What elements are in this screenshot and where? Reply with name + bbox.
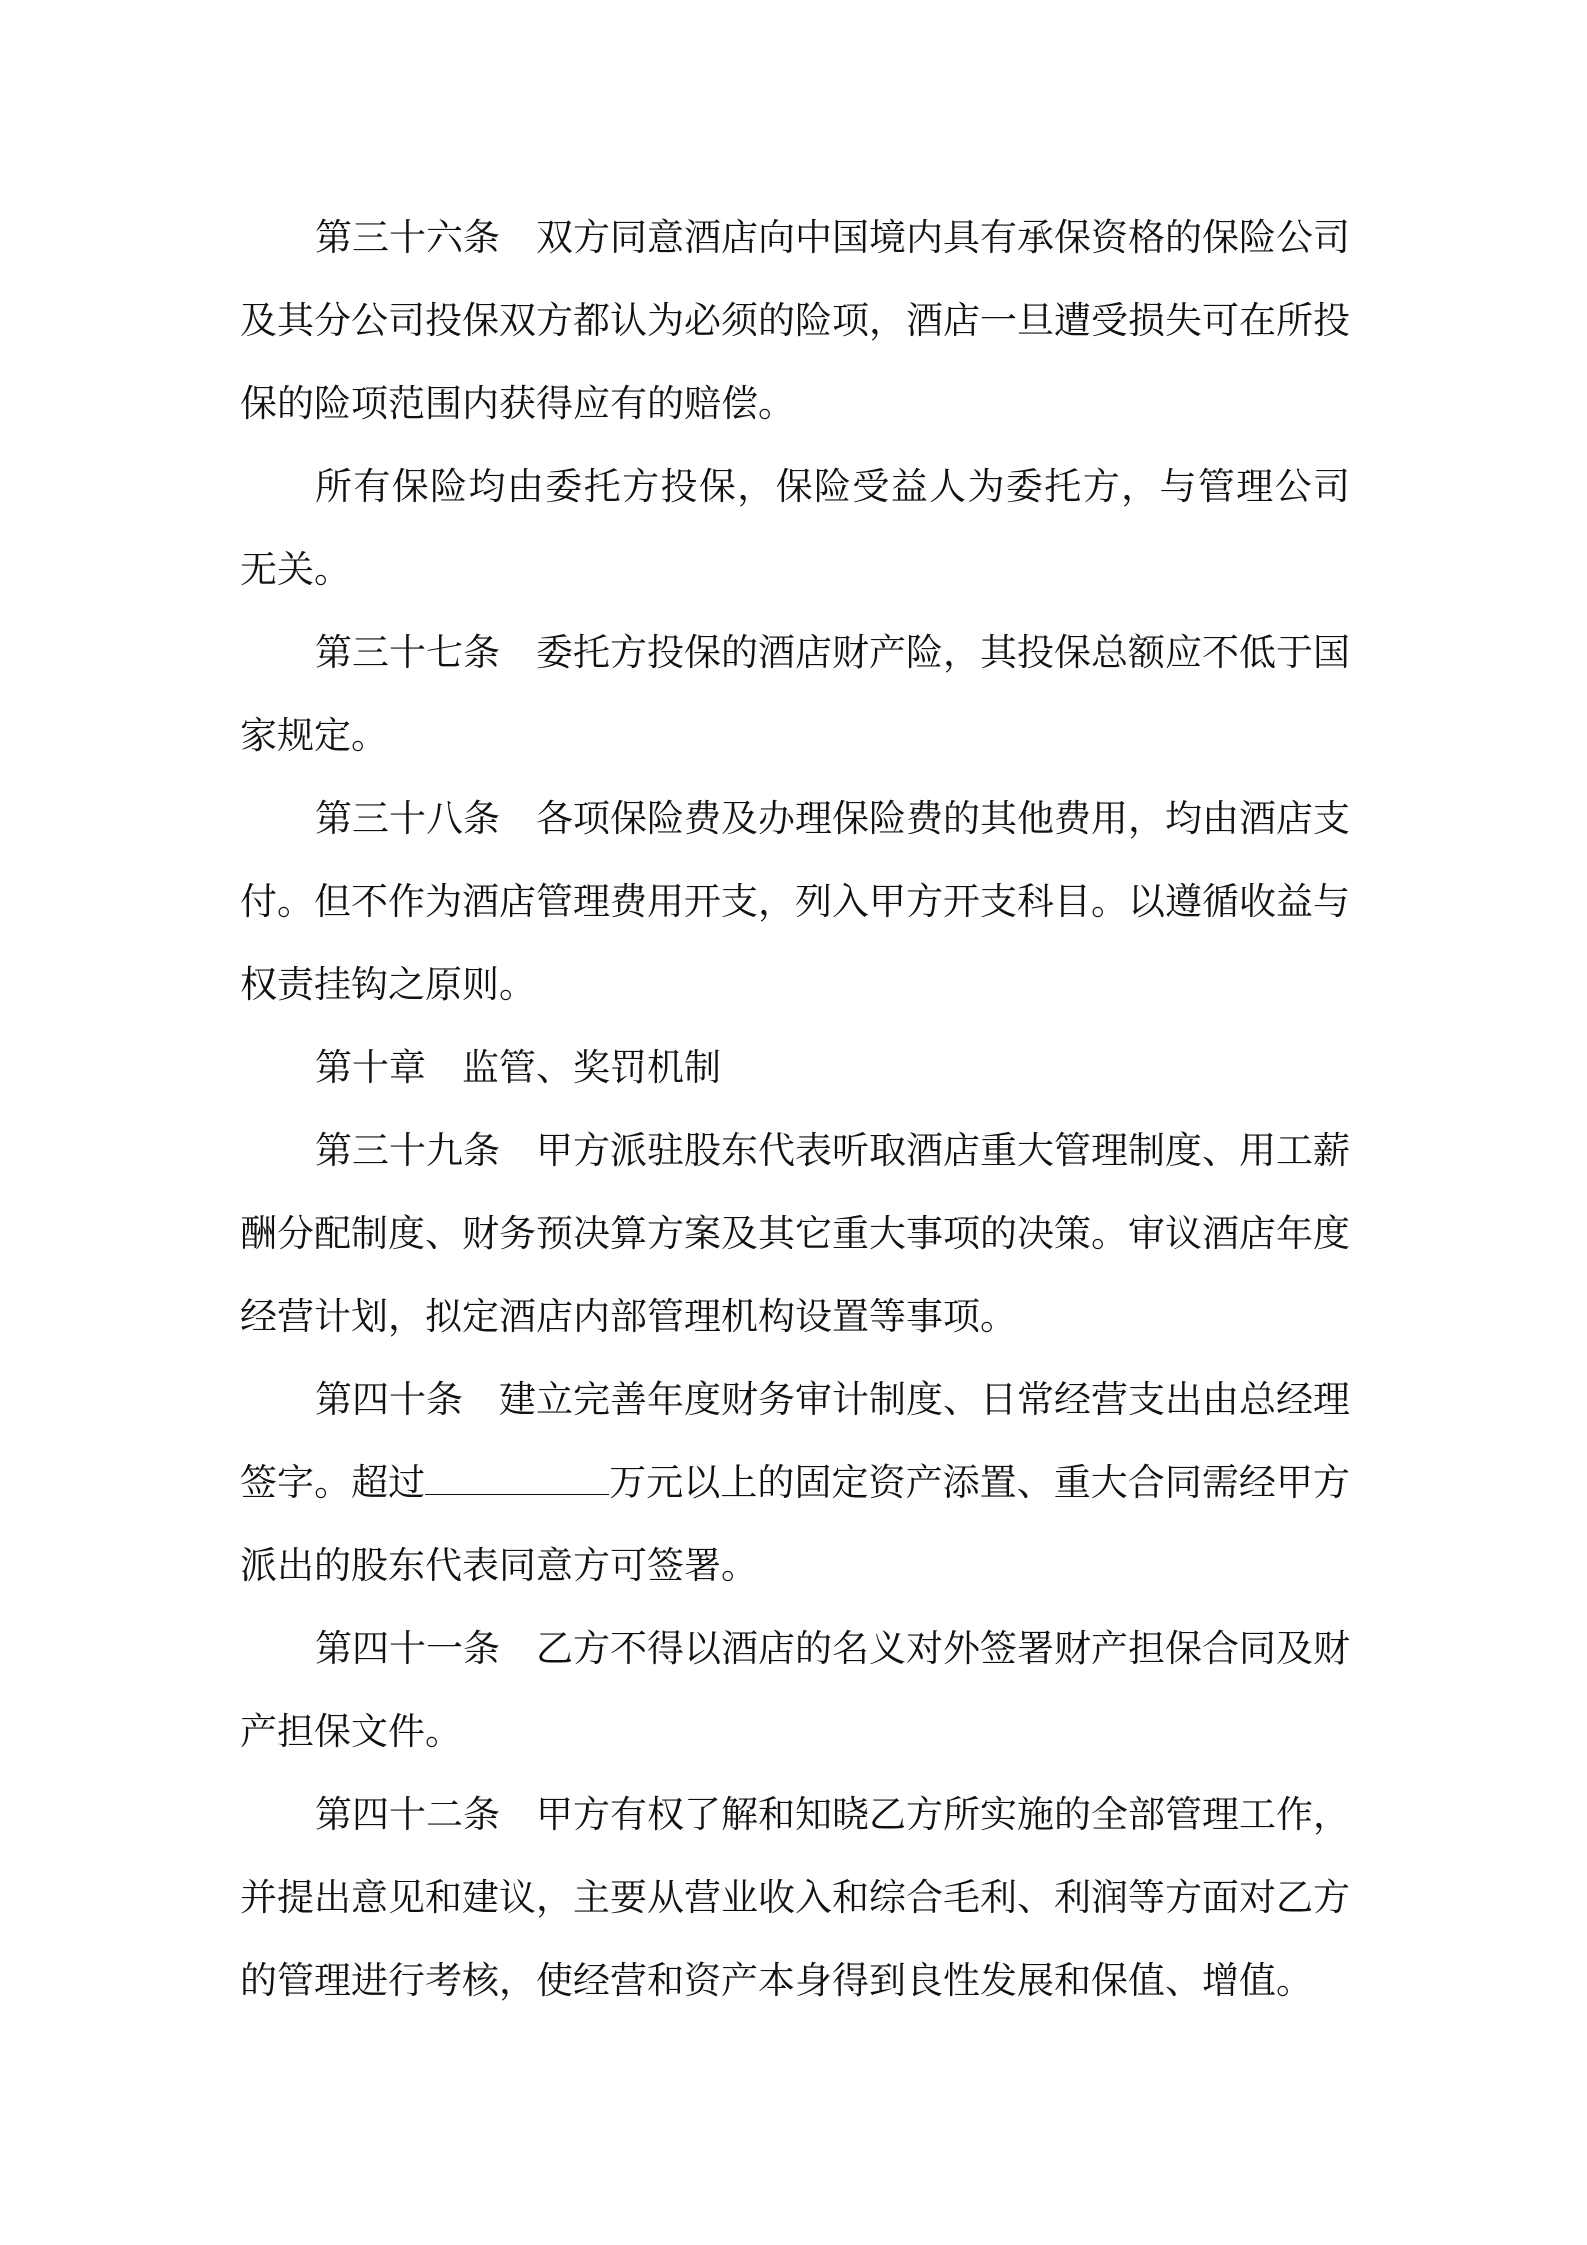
article-36 (240, 196, 1350, 445)
article-number: 第三十九条 (315, 1129, 500, 1172)
article-42 (240, 1773, 1350, 2022)
article-39 (240, 1109, 1350, 1358)
chapter-heading (240, 1026, 1350, 1109)
article-text-after: 万元以上的固定资产添置、重大合同需经甲方派出的股东代表同意方可签署。 (240, 1461, 1351, 1587)
document-body (240, 196, 1350, 2022)
article-text: 乙方不得以酒店的名义对外签署财产担保合同及财产担保文件。 (240, 1627, 1350, 1753)
amount-blank-line (425, 1464, 609, 1495)
article-37 (240, 611, 1350, 777)
insurance-paragraph (240, 445, 1350, 611)
chapter-number: 第十章 (315, 1046, 426, 1089)
article-text: 甲方有权了解和知晓乙方所实施的全部管理工作，并提出意见和建议，主要从营业收入和综合毛利、利润等方面对乙方的管理进行考核，使经营和资产本身得到良性发展和保值、增值。 (240, 1793, 1350, 2002)
article-41 (240, 1607, 1350, 1773)
article-text: 各项保险费及办理保险费的其他费用，均由酒店支付。但不作为酒店管理费用开支，列入甲方开支科目。以遵循收益与权责挂钩之原则。 (240, 797, 1350, 1006)
article-38 (240, 777, 1350, 1026)
article-text-before: 建立完善年度财务审计制度、日常经营支出由总经理签字。超过 (240, 1378, 1350, 1504)
article-text: 双方同意酒店向中国境内具有承保资格的保险公司及其分公司投保双方都认为必须的险项，酒店一旦遭受损失可在所投保的险项范围内获得应有的赔偿。 (240, 216, 1350, 425)
article-number: 第三十六条 (315, 216, 500, 259)
article-number: 第四十二条 (315, 1793, 500, 1836)
article-number: 第四十一条 (315, 1627, 500, 1670)
article-text: 甲方派驻股东代表听取酒店重大管理制度、用工薪酬分配制度、财务预决算方案及其它重大事项的决策。审议酒店年度经营计划，拟定酒店内部管理机构设置等事项。 (240, 1129, 1350, 1338)
article-number: 第三十七条 (315, 631, 500, 674)
article-40 (240, 1358, 1350, 1607)
paragraph-text: 所有保险均由委托方投保，保险受益人为委托方，与管理公司无关。 (240, 465, 1350, 591)
chapter-title: 监管、奖罚机制 (462, 1046, 721, 1089)
article-number: 第三十八条 (315, 797, 500, 840)
article-number: 第四十条 (315, 1378, 463, 1421)
article-text: 委托方投保的酒店财产险，其投保总额应不低于国家规定。 (240, 631, 1350, 757)
